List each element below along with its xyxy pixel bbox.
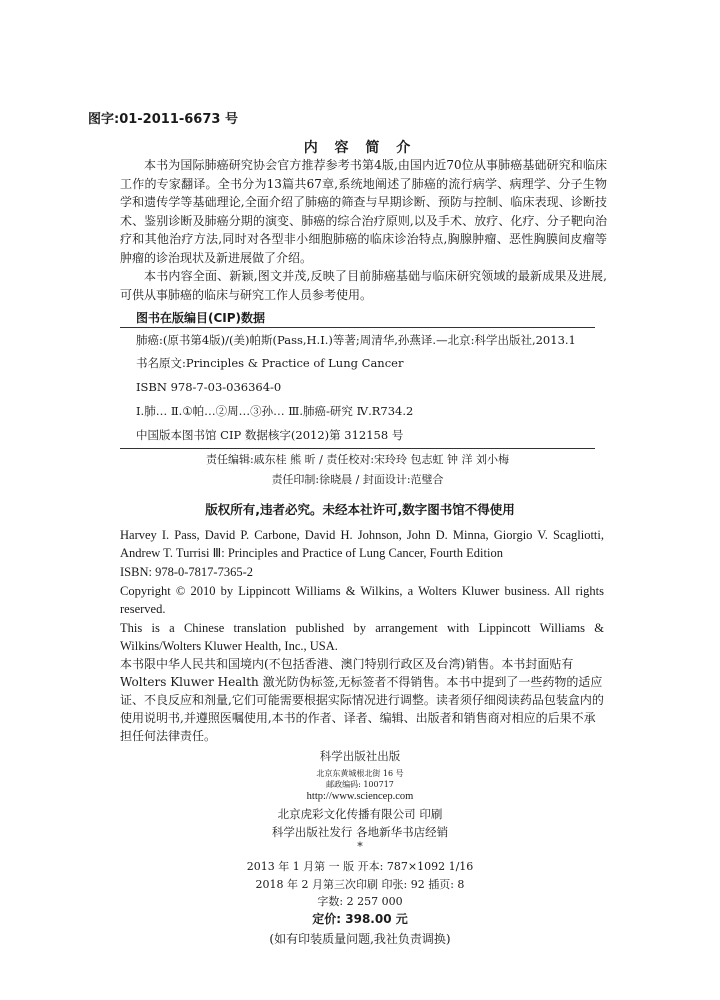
separator-asterisk: * [357,840,363,853]
cip-bottom-rule [120,448,595,449]
quality-note: (如有印装质量问题,我社负责调换) [269,932,451,946]
cip-line-4: Ⅰ.肺… Ⅱ.①帕…②周…③孙… Ⅲ.肺癌-研究 Ⅳ.R734.2 [136,404,414,418]
publisher-name: 科学出版社出版 [319,749,401,763]
rights-notice: 版权所有,违者必究。未经本社许可,数字图书馆不得使用 [205,502,515,517]
english-authors: Harvey I. Pass, David P. Carbone, David H. Johnson, John D. Minna, Giorgio V. Scagliotti, Andrew T. Turrisi Ⅲ: Principles and Practice of Lung Cancer, Fourth Edition [120,528,604,560]
registration-number: 图字:01-2011-6673 号 [88,112,238,127]
english-isbn: ISBN: 978-0-7817-7365-2 [120,565,253,579]
english-copyright: Copyright © 2010 by Lippincott Williams & Wilkins, a Wolters Kluwer business. All rights reserved. [120,584,604,616]
edition-line-2: 2018 年 2 月第三次印刷 印张: 92 插页: 8 [255,878,465,891]
cip-top-rule [120,327,595,328]
publisher-website: http://www.sciencep.com [306,791,414,802]
distribution-line: 科学出版社发行 各地新华书店经销 [271,825,449,839]
price: 定价: 398.00 元 [312,912,408,926]
production-credits: 责任印制:徐晓晨 / 封面设计:范璧合 [271,473,444,486]
summary-paragraph-2: 本书内容全面、新颖,图文并茂,反映了目前肺癌基础与临床研究领域的最新成果及进展,可供从事肺癌的临床与研究工作人员参考使用。 [120,269,607,302]
summary-title: 内 容 简 介 [303,140,417,156]
summary-paragraph-1: 本书为国际肺癌研究协会官方推荐参考书第4版,由国内近70位从事肺癌基础研究和临床工作的专家翻译。全书分为13篇共67章,系统地阐述了肺癌的流行病学、病理学、分子生物学和遗传学等基础理论,全面介绍了肺癌的筛查与早期诊断、预防与控制、临床表现、诊断技术、鉴别诊断及肺癌分期的演变、肺癌的综合治疗原则,以及手术、放疗、化疗、分子靶向治疗和其他治疗方法,同时对各型非小细胞肺癌的临床诊治特点,胸腺肿瘤、恶性胸膜间皮瘤等肿瘤的诊治现状及新进展做了介绍。 [120,158,607,265]
cip-line-1: 肺癌:(原书第4版)/(美)帕斯(Pass,H.I.)等著;周清华,孙燕译.—北京:科学出版社,2013.1 [136,333,576,347]
edition-line-1: 2013 年 1 月第 一 版 开本: 787×1092 1/16 [246,860,474,873]
cip-heading: 图书在版编目(CIP)数据 [136,311,266,325]
word-count: 字数: 2 257 000 [317,895,403,908]
editor-credits: 责任编辑:戚东桂 熊 昕 / 责任校对:宋玲玲 包志虹 钟 洋 刘小梅 [205,453,510,466]
publisher-address: 北京东黄城根北街 16 号 [316,769,404,778]
english-translation-note: This is a Chinese translation published by arrangement with Lippincott Williams & Wilkins/Wolters Kluwer Health, Inc., USA. [120,621,604,653]
sales-and-liability-notice: 本书限中华人民共和国境内(不包括香港、澳门特别行政区及台湾)销售。本书封面贴有 Wolters Kluwer Health 激光防伪标签,无标签者不得销售。本书中提到了一些药物的适应证、不良反应和剂量,它们可能需要根据实际情况进行调整。读者须仔细阅读药品包装盒内的使用说明书,并遵照医嘱使用,本书的作者、译者、编辑、出版者和销售商对相应的后果不承担任何法律责任。 [120,657,604,743]
publisher-postcode: 邮政编码: 100717 [326,780,394,789]
cip-line-2: 书名原文:Principles & Practice of Lung Cancer [136,356,404,370]
cip-line-3: ISBN 978-7-03-036364-0 [136,380,282,394]
cip-line-5: 中国版本图书馆 CIP 数据核字(2012)第 312158 号 [136,428,404,442]
printer-name: 北京虎彩文化传播有限公司 印刷 [277,807,443,821]
